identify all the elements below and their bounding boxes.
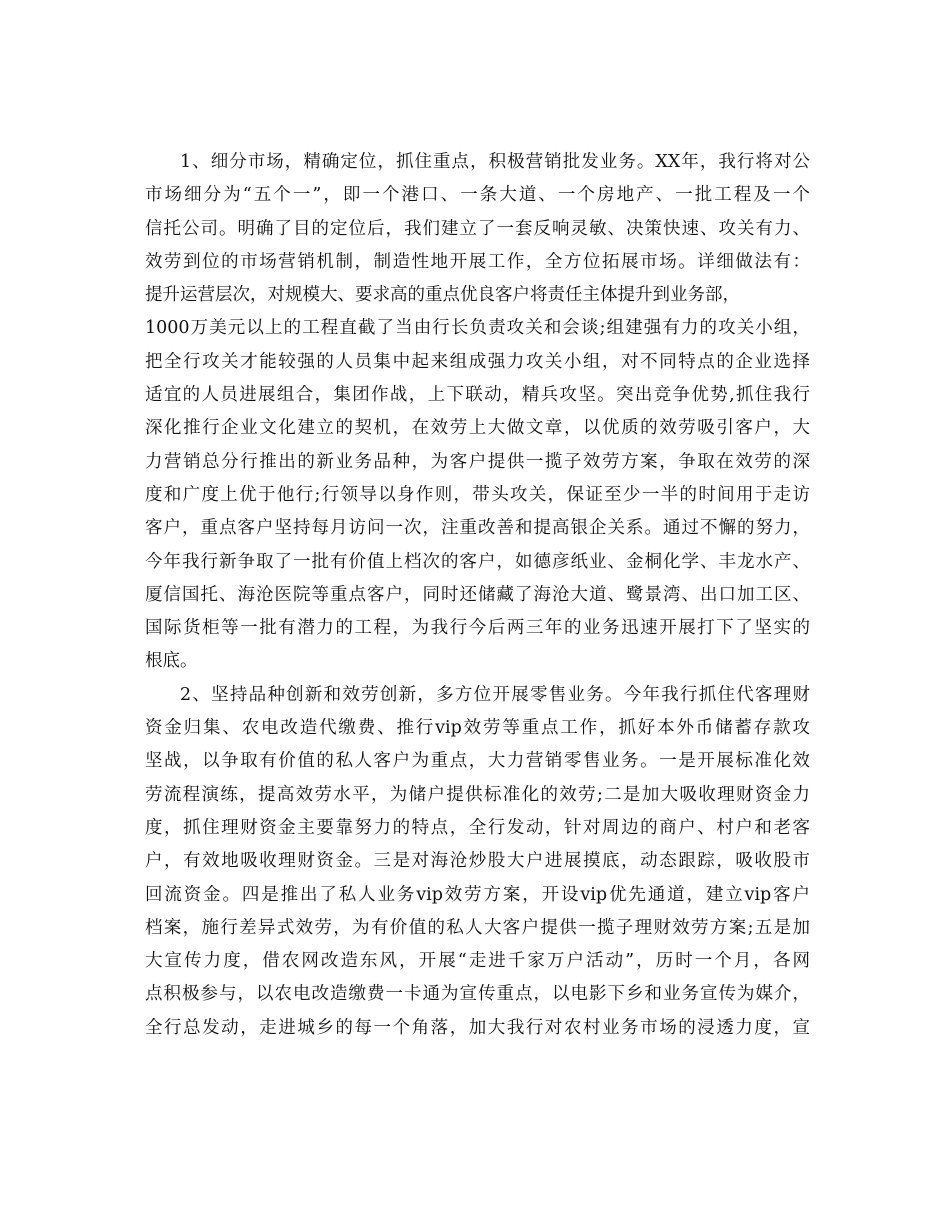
paragraph-line: 把全行攻关才能较强的人员集中起来组成强力攻关小组，对不同特点的企业选择 [145,351,810,372]
paragraph-line: 户，有效地吸收理财资金。三是对海沧炒股大户进展摸底，动态跟踪，吸收股市 [145,851,810,872]
paragraph-line: 2、坚持品种创新和效劳创新，多方位开展零售业务。今年我行抓住代客理财 [180,684,810,705]
paragraph-line: 1、细分市场，精确定位，抓住重点，积极营销批发业务。XX年，我行将对公 [180,152,810,172]
paragraph-line: 厦信国托、海沧医院等重点客户，同时还储藏了海沧大道、鹭景湾、出口加工区、 [145,584,810,605]
document-body [145,146,810,1045]
paragraph-line: 根底。 [145,651,198,672]
paragraph-line: 适宜的人员进展组合，集团作战，上下联动，精兵攻坚。突出竞争优势,抓住我行 [145,385,810,406]
paragraph-line: 今年我行新争取了一批有价值上档次的客户，如德彦纸业、金桐化学、丰龙水产、 [145,551,810,572]
paragraph-line: 资金归集、农电改造代缴费、推行vip效劳等重点工作，抓好本外币储蓄存款攻 [145,718,810,739]
paragraph-line: 提升运营层次，对规模大、要求高的重点优良客户将责任主体提升到业务部， [145,285,740,306]
paragraph-line: 坚战，以争取有价值的私人客户为重点，大力营销零售业务。一是开展标准化效 [145,751,810,772]
paragraph-line: 深化推行企业文化建立的契机，在效劳上大做文章，以优质的效劳吸引客户，大 [145,418,810,439]
paragraph-line: 信托公司。明确了目的定位后，我们建立了一套反响灵敏、决策快速、攻关有力、 [145,218,810,239]
paragraph-line: 度和广度上优于他行;行领导以身作则，带头攻关，保证至少一半的时间用于走访 [145,484,810,505]
paragraph-line: 档案，施行差异式效劳，为有价值的私人大客户提供一揽子理财效劳方案;五是加 [145,917,810,938]
paragraph-line: 1000万美元以上的工程直截了当由行长负责攻关和会谈;组建强有力的攻关小组， [145,318,810,339]
paragraph-line: 效劳到位的市场营销机制，制造性地开展工作，全方位拓展市场。详细做法有： [145,251,810,272]
paragraph-1 [145,146,810,679]
paragraph-line: 劳流程演练，提高效劳水平，为储户提供标准化的效劳;二是加大吸收理财资金力 [145,784,810,805]
paragraph-line: 力营销总分行推出的新业务品种，为客户提供一揽子效劳方案，争取在效劳的深 [145,451,810,472]
paragraph-line: 点积极参与，以农电改造缴费一卡通为宣传重点，以电影下乡和业务宣传为媒介， [145,984,810,1005]
paragraph-2 [145,679,810,1045]
paragraph-line: 回流资金。四是推出了私人业务vip效劳方案，开设vip优先通道，建立vip客户 [145,884,810,905]
paragraph-line: 市场细分为“五个一”，即一个港口、一条大道、一个房地产、一批工程及一个 [145,185,810,206]
paragraph-line: 全行总发动，走进城乡的每一个角落，加大我行对农村业务市场的浸透力度，宣 [145,1017,810,1038]
paragraph-line: 大宣传力度，借农网改造东风，开展“走进千家万户活动”，历时一个月，各网 [145,951,810,972]
paragraph-line: 度，抓住理财资金主要靠努力的特点，全行发动，针对周边的商户、村户和老客 [145,817,810,838]
paragraph-line: 客户，重点客户坚持每月访问一次，注重改善和提高银企关系。通过不懈的努力， [145,518,810,539]
paragraph-line: 国际货柜等一批有潜力的工程，为我行今后两三年的业务迅速开展打下了坚实的 [145,618,810,639]
